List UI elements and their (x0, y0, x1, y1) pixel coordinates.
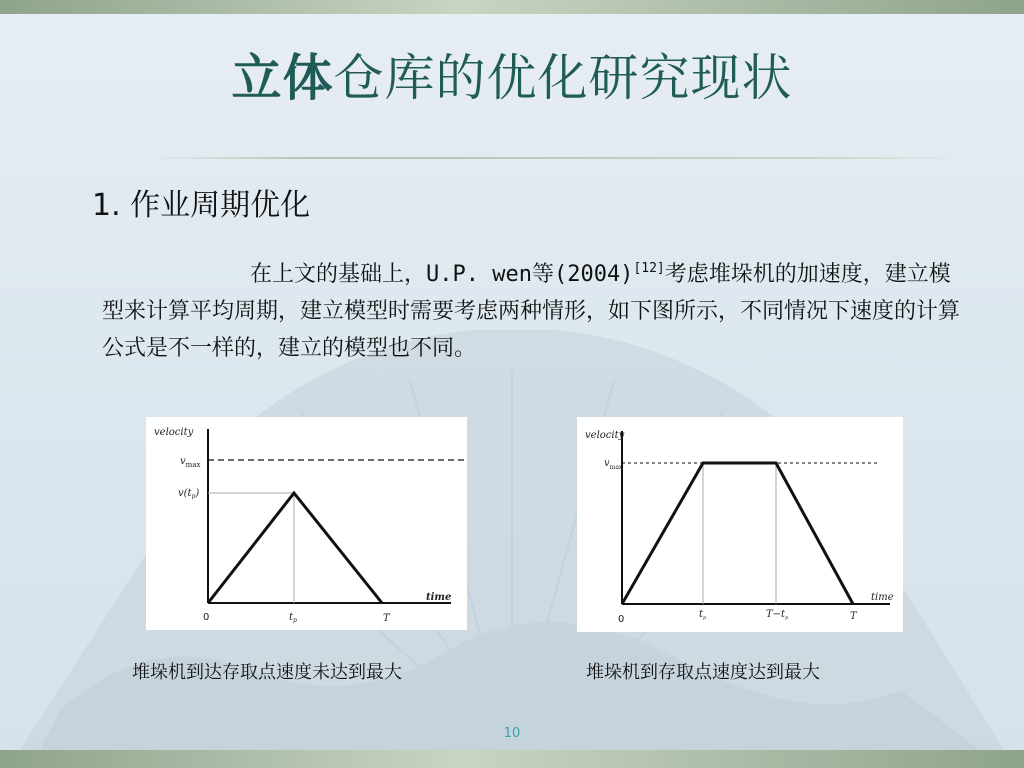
slide-title (0, 38, 1024, 110)
x-axis-label: time (426, 592, 452, 603)
velocity-profile-triangle (208, 493, 382, 603)
figure-caption-left: 堆垛机到达存取点速度未达到最大 (132, 662, 402, 683)
title-divider (150, 157, 970, 159)
citation-marker: [12] (633, 261, 665, 276)
figure-caption-right: 堆垛机到存取点速度达到最大 (586, 662, 820, 683)
vmax-label: $v_{max}$ (180, 456, 201, 469)
figure-trapezoid-profile (577, 417, 903, 632)
y-axis-label: velocity (154, 427, 194, 438)
body-paragraph (102, 250, 962, 367)
origin-label: 0 (618, 614, 625, 625)
title-bold-part: 立体 (231, 49, 334, 107)
tick-T-minus-tp-label: $T-t_p$ (766, 609, 789, 621)
vmax-label: $v_{max}$ (604, 458, 623, 471)
tick-tp-label: $t_p$ (289, 612, 297, 624)
paragraph-text-end: 考虑堆垛机的加速度，建立模型来计算平均周期，建立模型时需要考虑两种情形，如下图所示，不同情况下速度的计算公式是不一样的，建立的模型也不同。 (102, 262, 961, 361)
top-decor-band (0, 0, 1024, 14)
velocity-profile-trapezoid (622, 463, 853, 604)
bottom-decor-band (0, 750, 1024, 768)
peak-velocity-label: $v(t_p)$ (178, 488, 200, 500)
tick-tp-label: $t_p$ (699, 609, 707, 621)
y-axis-label: velocity (585, 430, 625, 441)
paragraph-text-start: 在上文的基础上，U.P. wen等(2004) (250, 262, 634, 287)
origin-label: 0 (203, 612, 210, 623)
x-axis-label: time (871, 592, 894, 603)
figure-triangle-profile (146, 417, 467, 630)
page-number: 10 (503, 726, 521, 741)
tick-T-label: T (850, 611, 857, 622)
title-rest-part: 仓库的优化研究现状 (333, 49, 793, 107)
section-heading: 1. 作业周期优化 (92, 188, 311, 223)
tick-T-label: T (383, 613, 390, 624)
